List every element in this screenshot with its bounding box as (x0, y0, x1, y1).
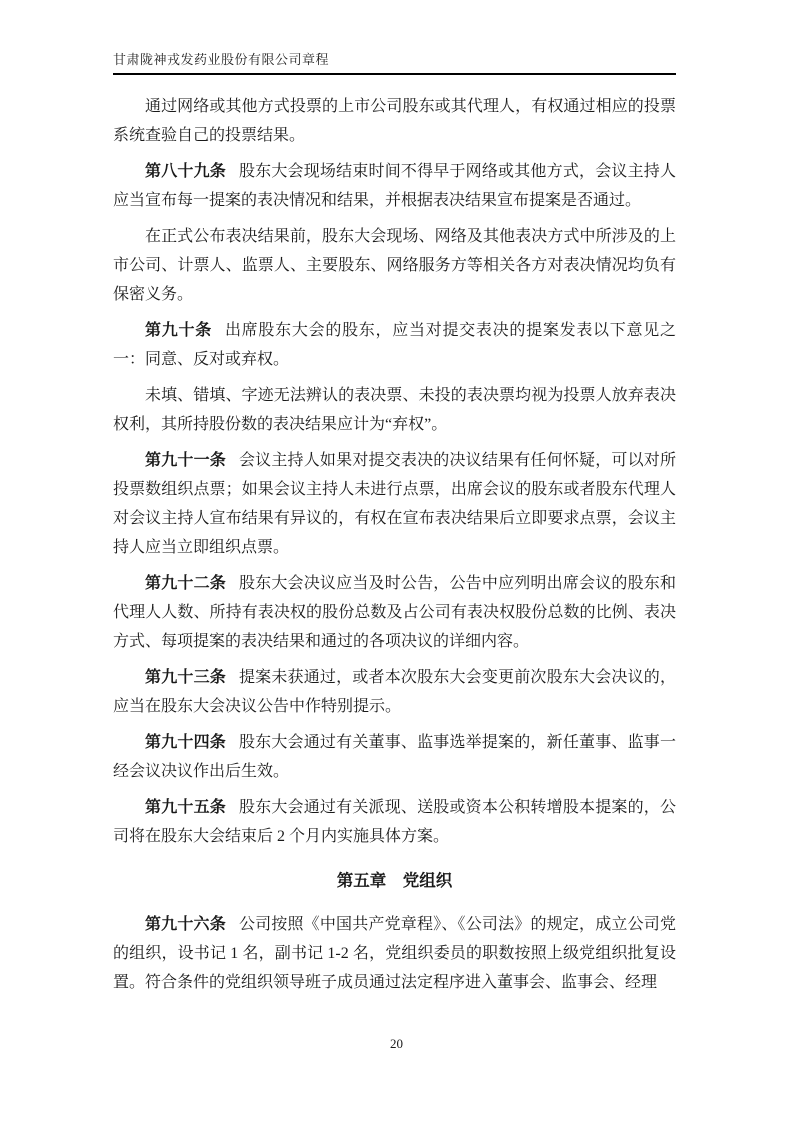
article-paragraph (113, 446, 676, 562)
chapter-heading (113, 866, 676, 895)
paragraph-text: 通过网络或其他方式投票的上市公司股东或其代理人，有权通过相应的投票系统查验自己的投票结果。 (113, 98, 676, 144)
body-paragraph (113, 92, 676, 150)
paragraph-text: 股东大会通过有关董事、监事选举提案的，新任董事、监事一经会议决议作出后生效。 (113, 734, 676, 780)
paragraph-text: 股东大会通过有关派现、送股或资本公积转增股本提案的，公司将在股东大会结束后 2 个月内实施具体方案。 (113, 799, 676, 845)
article-number: 第九十三条 (145, 669, 226, 686)
chapter-number: 第五章 (336, 871, 387, 890)
article-number: 第九十条 (145, 322, 212, 339)
article-paragraph (113, 157, 676, 215)
article-number: 第九十一条 (145, 452, 226, 469)
page-footer (0, 1036, 793, 1052)
paragraph-text: 未填、错填、字迹无法辨认的表决票、未投的表决票均视为投票人放弃表决权利，其所持股份数的表决结果应计为“弃权”。 (113, 387, 676, 433)
page-number: 20 (390, 1036, 403, 1051)
page-header (113, 52, 676, 75)
article-paragraph (113, 569, 676, 656)
article-number: 第九十四条 (145, 734, 226, 751)
body-paragraph (113, 381, 676, 439)
body-paragraph (113, 222, 676, 309)
article-paragraph (113, 728, 676, 786)
article-paragraph (113, 910, 676, 997)
paragraph-text: 股东大会现场结束时间不得早于网络或其他方式，会议主持人应当宣布每一提案的表决情况和结果，并根据表决结果宣布提案是否通过。 (113, 163, 676, 209)
paragraph-text: 提案未获通过，或者本次股东大会变更前次股东大会决议的，应当在股东大会决议公告中作特别提示。 (113, 669, 676, 715)
chapter-title: 党组织 (402, 871, 453, 890)
article-number: 第八十九条 (145, 163, 226, 180)
paragraph-text: 在正式公布表决结果前，股东大会现场、网络及其他表决方式中所涉及的上市公司、计票人、监票人、主要股东、网络服务方等相关各方对表决情况均负有保密义务。 (113, 228, 676, 303)
paragraph-text: 股东大会决议应当及时公告，公告中应列明出席会议的股东和代理人人数、所持有表决权的股份总数及占公司有表决权股份总数的比例、表决方式、每项提案的表决结果和通过的各项决议的详细内容。 (113, 575, 676, 650)
paragraph-text: 出席股东大会的股东，应当对提交表决的提案发表以下意见之一：同意、反对或弃权。 (113, 322, 676, 368)
article-number: 第九十五条 (145, 799, 226, 816)
paragraph-text: 会议主持人如果对提交表决的决议结果有任何怀疑，可以对所投票数组织点票；如果会议主持人未进行点票，出席会议的股东或者股东代理人对会议主持人宣布结果有异议的，有权在宣布表决结果后立即要求点票，会议主持人应当立即组织点票。 (113, 452, 676, 556)
header-title: 甘肃陇神戎发药业股份有限公司章程 (113, 52, 330, 67)
article-paragraph (113, 663, 676, 721)
article-paragraph (113, 316, 676, 374)
document-body (113, 92, 676, 1004)
article-paragraph (113, 793, 676, 851)
paragraph-text: 公司按照《中国共产党章程》、《公司法》的规定，成立公司党的组织，设书记 1 名，副书记 1-2 名，党组织委员的职数按照上级党组织批复设置。符合条件的党组织领导班子成员通过法定程序进入董事会、监事会、经理 (113, 916, 676, 991)
article-number: 第九十六条 (145, 916, 226, 933)
article-number: 第九十二条 (145, 575, 226, 592)
